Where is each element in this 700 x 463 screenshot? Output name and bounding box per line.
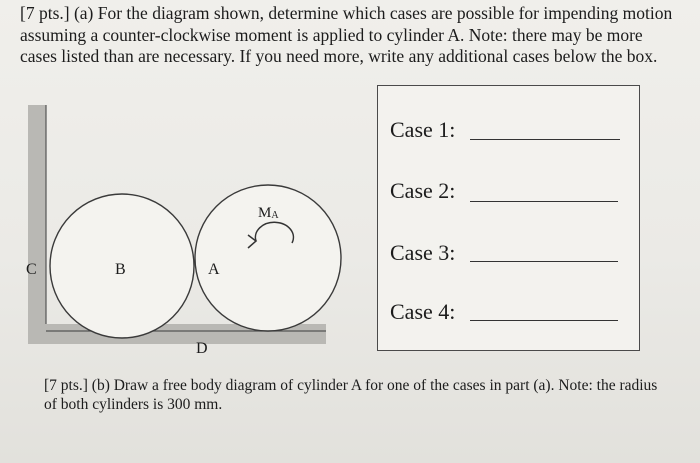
case-1-answer-line[interactable]	[470, 139, 620, 140]
case-2-answer-line[interactable]	[470, 201, 618, 202]
problem-a-text: [7 pts.] (a) For the diagram shown, determine which cases are possible for impending motion assuming a counter-clockwise moment is applied to cylinder A. Note: there may be more cases listed than are necessary. If you need more, write any additional cases below the box.	[20, 3, 673, 66]
diagram-drawing	[0, 95, 360, 375]
case-3-answer-line[interactable]	[470, 261, 618, 262]
problem-b-text: [7 pts.] (b) Draw a free body diagram of cylinder A for one of the cases in part (a). Note: the radius of both cylinders is 300 mm.	[44, 377, 658, 413]
case-4-answer-line[interactable]	[470, 320, 618, 321]
label-b: B	[115, 261, 126, 278]
left-wall	[28, 105, 46, 343]
label-c: C	[26, 261, 37, 278]
case-3-label: Case 3:	[390, 240, 456, 265]
cylinder-diagram	[0, 95, 360, 375]
moment-subscript: A	[271, 210, 279, 221]
case-answer-box	[377, 85, 640, 351]
label-a: A	[208, 261, 220, 278]
case-4-label: Case 4:	[390, 299, 456, 324]
moment-letter: M	[258, 205, 272, 221]
moment-label	[258, 205, 279, 223]
case-1-label: Case 1:	[390, 117, 456, 142]
label-d: D	[196, 340, 208, 357]
case-2-label: Case 2:	[390, 178, 456, 203]
